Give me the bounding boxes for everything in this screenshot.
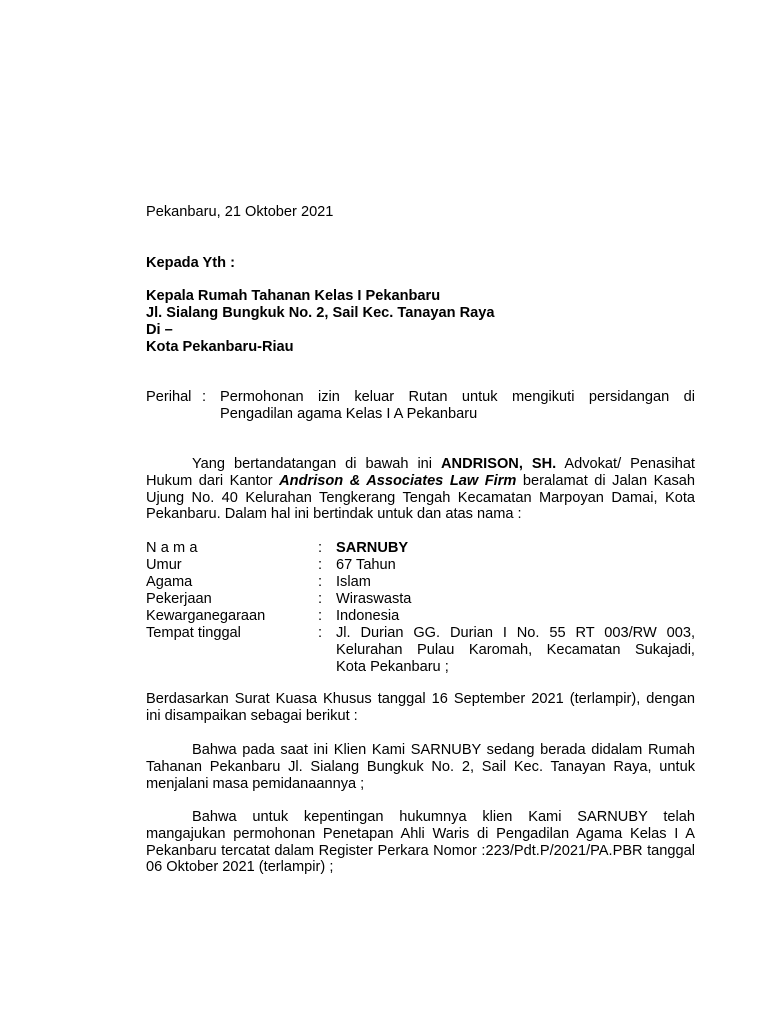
subject-line-1: Permohonan izin keluar Rutan untuk mengikuti persidangan di [220, 389, 695, 405]
citizenship-value: Indonesia [336, 608, 400, 624]
recipient-line-3: Di – [146, 322, 173, 338]
religion-value: Islam [336, 574, 371, 590]
subject-block [146, 389, 695, 423]
citizenship-label: Kewarganegaraan [146, 608, 266, 624]
basis-paragraph: Berdasarkan Surat Kuasa Khusus tanggal 16 September 2021 (terlampir), dengan ini disampaikan sebagai berikut : [146, 691, 695, 724]
address-line-1: Jl. Durian GG. Durian I No. 55 RT 003/RW 003, [336, 625, 695, 641]
religion-colon: : [318, 574, 323, 590]
identity-row-age [146, 557, 695, 574]
age-value: 67 Tahun [336, 557, 396, 573]
salutation: Kepada Yth : [146, 255, 235, 271]
job-label: Pekerjaan [146, 591, 212, 607]
name-label: Nama [146, 540, 202, 556]
identity-row-religion [146, 574, 695, 591]
name-colon: : [318, 540, 323, 556]
advocate-name: ANDRISON, SH. [441, 456, 557, 472]
paragraph-heirship-petition: Bahwa untuk kepentingan hukumnya klien Kami SARNUBY telah mangajukan permohonan Penetapan Ahli Waris di Pengadilan Agama Kelas I A Pekanbaru tercatat dalam Register Perkara Nomor :223/Pdt.P/2021/PA.PBR tanggal 06 Oktober 2021 (terlampir) ; [146, 809, 695, 876]
address-line-3: Kota Pekanbaru ; [336, 659, 449, 675]
place-date: Pekanbaru, 21 Oktober 2021 [146, 204, 334, 220]
identity-row-name [146, 540, 695, 557]
intro-part-2: Advokat/ Penasihat Hukum dari Kantor [146, 456, 695, 489]
address-line-2: Kelurahan Pulau Karomah, Kecamatan Sukajadi, [336, 642, 695, 658]
identity-row-job [146, 591, 695, 608]
intro-part-1: Yang bertandatangan di bawah ini [192, 456, 441, 472]
job-colon: : [318, 591, 323, 607]
recipient-line-1: Kepala Rumah Tahanan Kelas I Pekanbaru [146, 288, 441, 304]
recipient-line-2: Jl. Sialang Bungkuk No. 2, Sail Kec. Tanayan Raya [146, 305, 495, 321]
address-label: Tempat tinggal [146, 625, 241, 641]
law-firm-name: Andrison & Associates Law Firm [279, 472, 517, 489]
identity-row-citizenship [146, 608, 695, 625]
subject-label: Perihal [146, 389, 192, 405]
job-value: Wiraswasta [336, 591, 412, 607]
address-line-1-row [318, 625, 695, 642]
age-label: Umur [146, 557, 182, 573]
intro-paragraph [146, 456, 695, 523]
religion-label: Agama [146, 574, 193, 590]
address-colon: : [318, 625, 323, 641]
citizenship-colon: : [318, 608, 323, 624]
recipient-line-4: Kota Pekanbaru-Riau [146, 339, 294, 355]
client-name: SARNUBY [336, 540, 409, 556]
subject-text [220, 389, 695, 423]
intro-part-3: beralamat di Jalan Kasah Ujung No. 40 Kelurahan Tengkerang Tengah Kecamatan Marpoyan Damai, Kota Pekanbaru. Dalam hal ini bertindak untuk dan atas nama : [146, 472, 695, 523]
paragraph-detention: Bahwa pada saat ini Klien Kami SARNUBY sedang berada didalam Rumah Tahanan Pekanbaru Jl. Sialang Bungkuk No. 2, Sail Kec. Tanayan Raya, untuk menjalani masa pemidanaannya ; [146, 742, 695, 792]
subject-colon: : [202, 389, 207, 405]
subject-line-2: Pengadilan agama Kelas I A Pekanbaru [220, 405, 478, 422]
age-colon: : [318, 557, 323, 573]
